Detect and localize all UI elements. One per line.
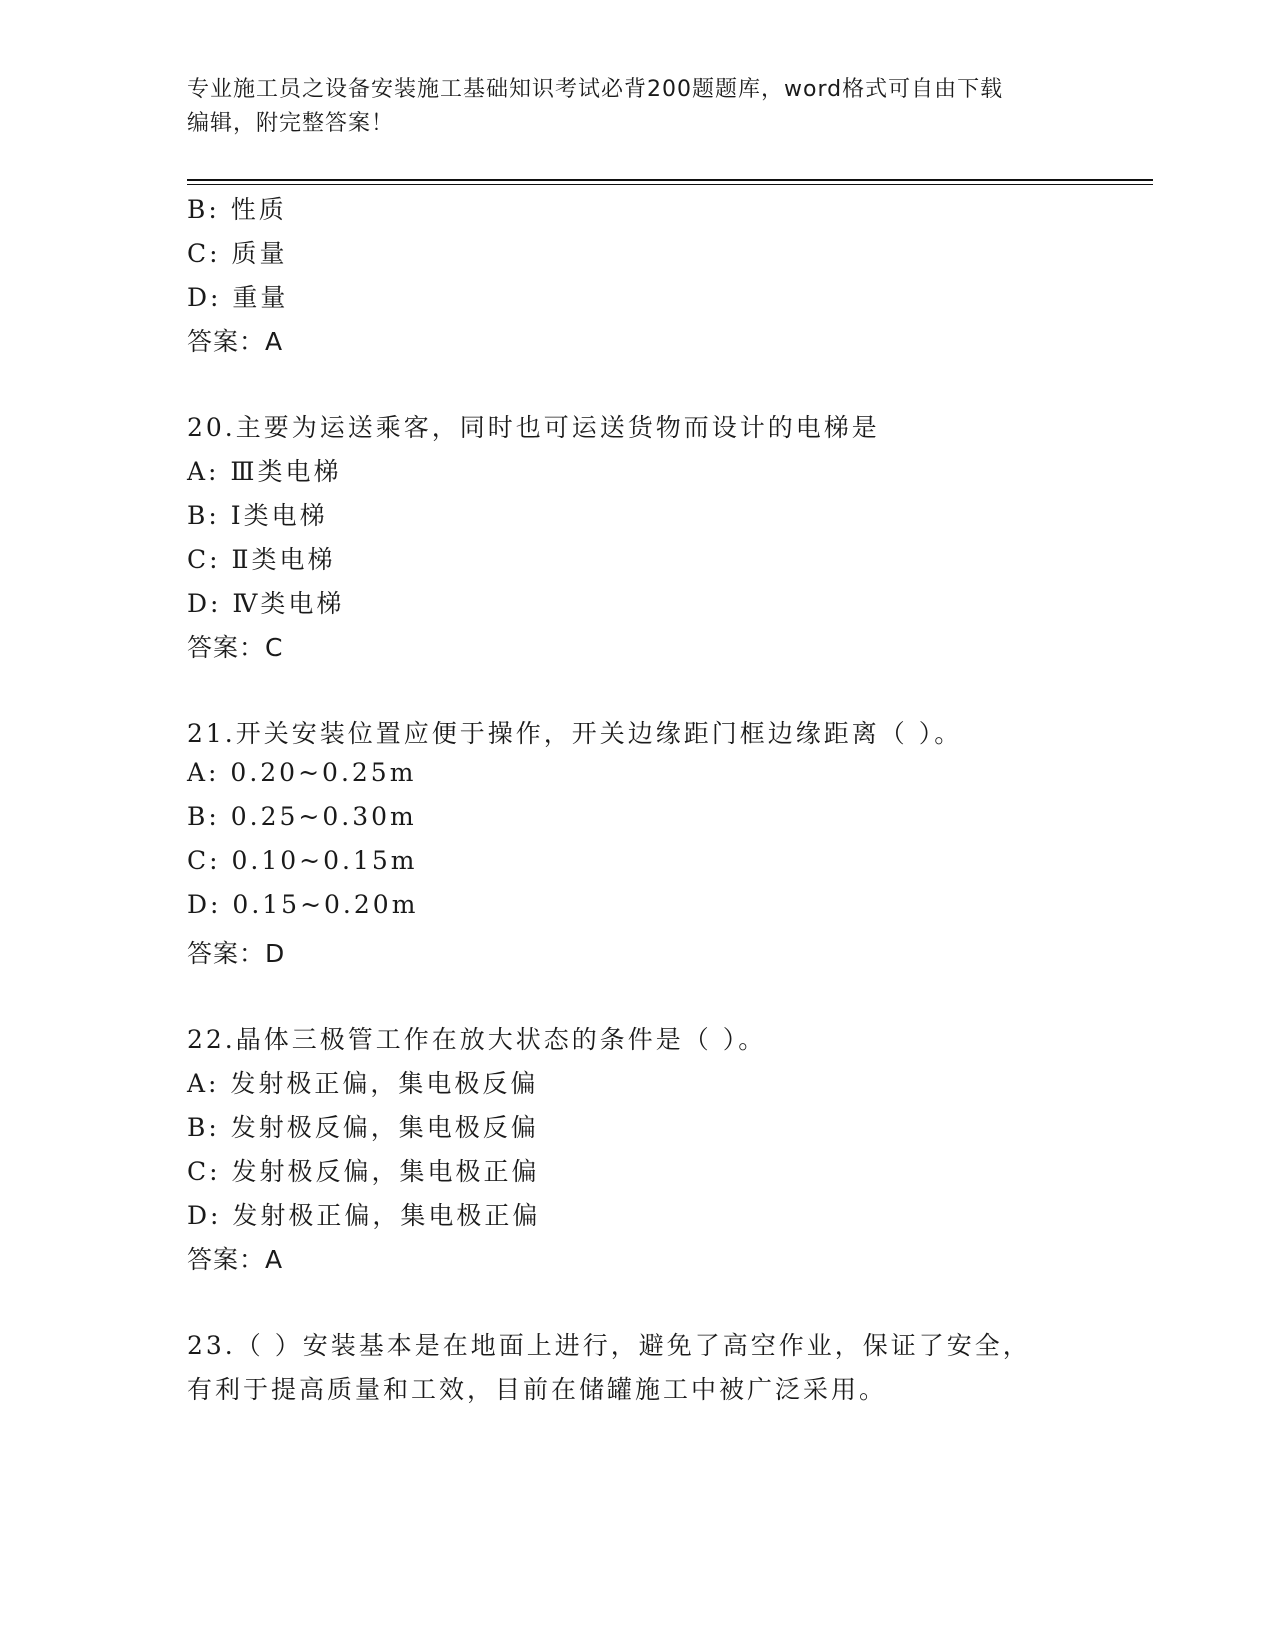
header-title-line-2: 编辑，附完整答案！ <box>187 111 395 136</box>
q22-option-a: A: 发射极正偏，集电极反偏 <box>187 1069 539 1098</box>
q21-option-c: C: 0.10~0.15m <box>187 846 418 875</box>
header-divider-thick <box>187 179 1153 181</box>
q20-question: 20.主要为运送乘客，同时也可运送货物而设计的电梯是 <box>187 413 880 442</box>
q20-option-d: D: Ⅳ类电梯 <box>187 589 345 618</box>
q19-option-d: D: 重量 <box>187 283 289 312</box>
q21-option-a: A: 0.20~0.25m <box>187 758 417 787</box>
q22-question: 22.晶体三极管工作在放大状态的条件是（ ）。 <box>187 1025 767 1054</box>
q21-answer: 答案：D <box>187 939 286 968</box>
q20-option-a: A: Ⅲ类电梯 <box>187 457 342 486</box>
q21-option-b: B: 0.25~0.30m <box>187 802 417 831</box>
q19-option-c: C: 质量 <box>187 239 288 268</box>
q20-option-b: B: Ⅰ类电梯 <box>187 501 328 530</box>
q22-option-b: B: 发射极反偏，集电极反偏 <box>187 1113 539 1142</box>
q21-option-d: D: 0.15~0.20m <box>187 890 419 919</box>
document-header <box>187 73 1087 141</box>
q20-option-c: C: Ⅱ类电梯 <box>187 545 336 574</box>
q23-question-line-2: 有利于提高质量和工效，目前在储罐施工中被广泛采用。 <box>187 1375 888 1404</box>
q21-question: 21.开关安装位置应便于操作，开关边缘距门框边缘距离（ ）。 <box>187 719 963 748</box>
header-title-line-1: 专业施工员之设备安装施工基础知识考试必背200题题库，word格式可自由下载 <box>187 77 1004 102</box>
q20-answer: 答案：C <box>187 633 284 662</box>
q22-answer: 答案：A <box>187 1245 284 1274</box>
q23-question-line-1: 23.（ ）安装基本是在地面上进行，避免了高空作业，保证了安全， <box>187 1331 1031 1360</box>
header-divider-thin <box>187 184 1153 185</box>
q19-answer: 答案：A <box>187 327 284 356</box>
q22-option-d: D: 发射极正偏，集电极正偏 <box>187 1201 541 1230</box>
q22-option-c: C: 发射极反偏，集电极正偏 <box>187 1157 540 1186</box>
q19-option-b: B: 性质 <box>187 195 287 224</box>
